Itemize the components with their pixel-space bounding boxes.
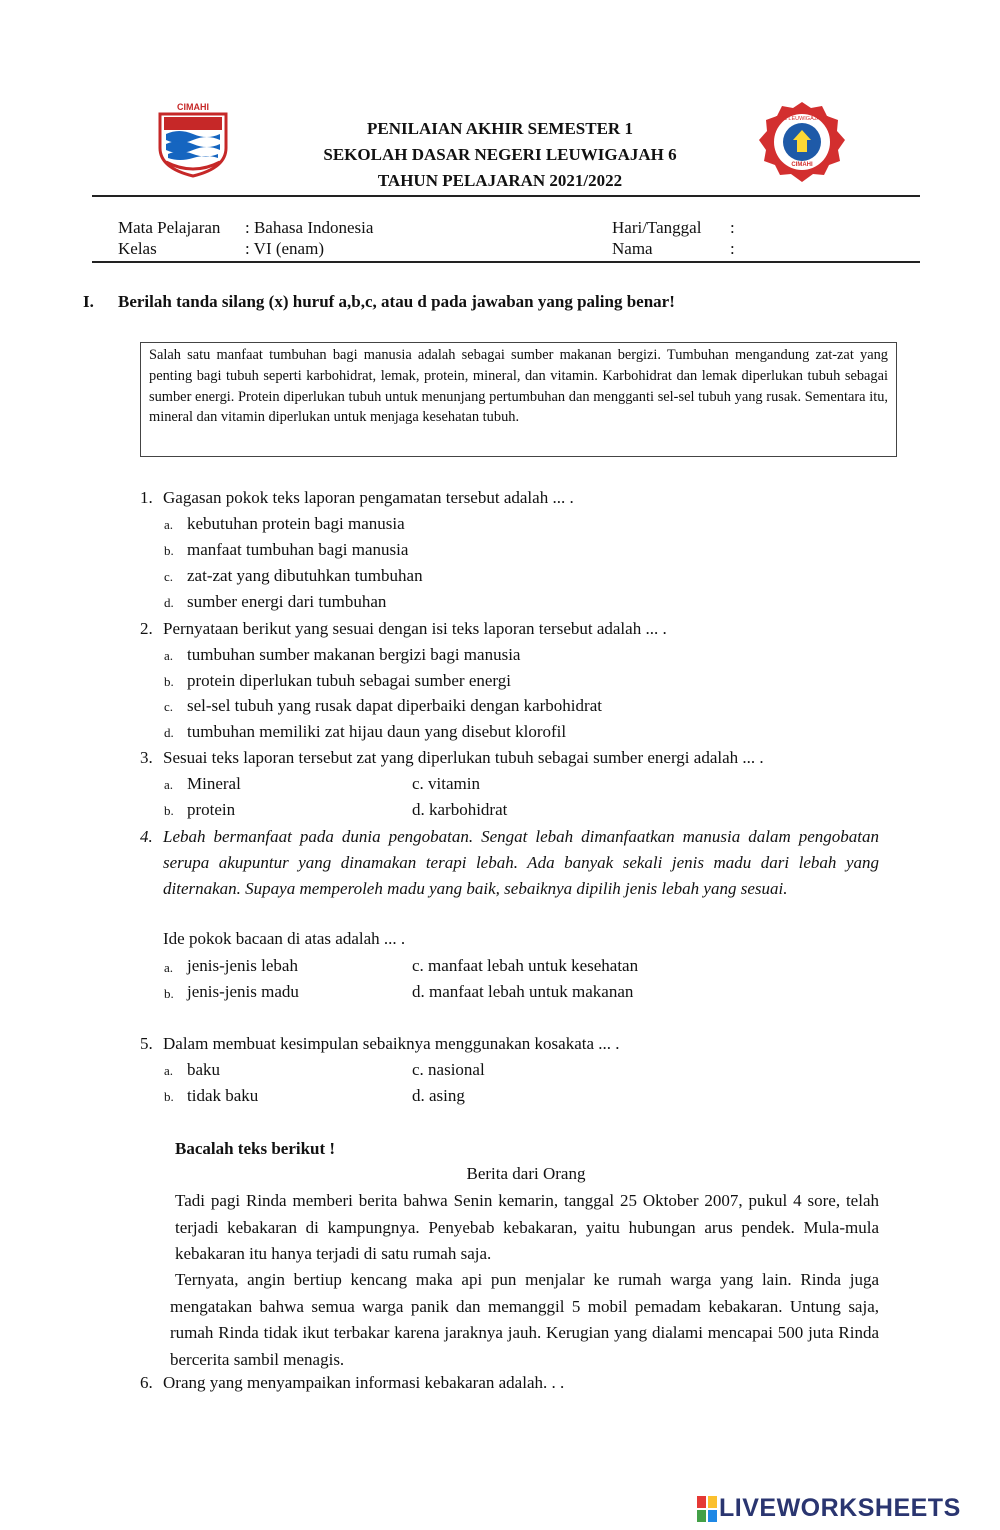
question-3-text: Sesuai teks laporan tersebut zat yang diperlukan tubuh sebagai sumber energi adalah ... .	[163, 748, 764, 767]
option-text[interactable]: d. asing	[412, 1086, 465, 1105]
question-6-text: Orang yang menyampaikan informasi kebakaran adalah. . .	[163, 1373, 565, 1392]
option-text[interactable]: baku	[187, 1060, 221, 1079]
question-2-text: Pernyataan berikut yang sesuai dengan isi teks laporan tersebut adalah ... .	[163, 619, 667, 638]
header-rule	[92, 195, 920, 197]
section-number: I.	[83, 292, 94, 311]
option-text[interactable]: sel-sel tubuh yang rusak dapat diperbaiki dengan karbohidrat	[187, 696, 602, 715]
option-letter: a.	[164, 648, 174, 663]
question-5-text: Dalam membuat kesimpulan sebaiknya menggunakan kosakata ... .	[163, 1034, 620, 1053]
day-label: Hari/Tanggal	[612, 218, 702, 237]
liveworksheets-icon	[697, 1496, 717, 1522]
option-letter: a.	[164, 960, 174, 975]
option-letter: c.	[164, 699, 174, 714]
name-colon: :	[730, 239, 735, 258]
option-letter: d.	[164, 595, 174, 610]
option-letter: b.	[164, 986, 174, 1001]
logo-school-ring: SDN LEUWIGAJAH 6	[775, 116, 829, 122]
option-letter: b.	[164, 803, 174, 818]
subject-label: Mata Pelajaran	[118, 218, 221, 237]
option-letter: c.	[164, 569, 174, 584]
question-4-prompt: Ide pokok bacaan di atas adalah ... .	[163, 929, 406, 948]
section-instruction: Berilah tanda silang (x) huruf a,b,c, atau d pada jawaban yang paling benar!	[118, 292, 675, 311]
option-text[interactable]: tidak baku	[187, 1086, 259, 1105]
option-letter: b.	[164, 1089, 174, 1104]
class-label: Kelas	[118, 239, 157, 258]
question-4-number: 4.	[140, 827, 153, 846]
option-text[interactable]: protein	[187, 800, 236, 819]
logo-cimahi-text: CIMAHI	[177, 102, 209, 112]
day-colon: :	[730, 218, 735, 237]
liveworksheets-text: LIVEWORKSHEETS	[719, 1494, 961, 1522]
question-4-text: Lebah bermanfaat pada dunia pengobatan. Sengat lebah dimanfaatkan manusia dalam pengobatan serupa akupuntur yang dinamakan terapi lebah. Ada banyak sekali jenis madu dari lebah yang diternakan. Supaya memperoleh madu yang baik, sebaiknya dipilih jenis lebah yang sesuai.	[163, 827, 879, 898]
class-value: : VI (enam)	[245, 239, 324, 258]
reading-paragraph-1: Tadi pagi Rinda memberi berita bahwa Senin kemarin, tanggal 25 Oktober 2007, pukul 4 sore, telah terjadi kebakaran di kampungnya. Penyebab kebakaran, yaitu hubungan arus pendek. Mula-mula kebakaran itu hanya terjadi di satu rumah saja.	[175, 1191, 879, 1263]
question-1-number: 1.	[140, 488, 153, 507]
option-text[interactable]: protein diperlukan tubuh sebagai sumber energi	[187, 671, 512, 690]
info-rule	[92, 261, 920, 263]
question-6-number: 6.	[140, 1373, 153, 1392]
option-text[interactable]: manfaat tumbuhan bagi manusia	[187, 540, 409, 559]
liveworksheets-logo[interactable]	[697, 1494, 995, 1524]
option-text[interactable]: tumbuhan sumber makanan bergizi bagi manusia	[187, 645, 521, 664]
logo-cimahi	[152, 100, 234, 178]
option-text[interactable]: Mineral	[187, 774, 241, 793]
passage-text: Salah satu manfaat tumbuhan bagi manusia adalah sebagai sumber makanan bergizi. Tumbuhan mengandung zat-zat yang penting bagi tubuh seperti karbohidrat, lemak, protein, mineral, dan vitamin. Karbohidrat dan lemak diperlukan tubuh sebagai sumber energi. Protein diperlukan tubuh untuk menunjang pertumbuhan dan mengganti sel-sel tubuh yang rusak. Sementara itu, mineral dan vitamin diperlukan untuk menjaga kesehatan tubuh.	[149, 347, 888, 426]
option-text[interactable]: c. vitamin	[412, 774, 480, 793]
reading-paragraph-2: Ternyata, angin bertiup kencang maka api pun menjalar ke rumah warga yang lain. Rinda juga mengatakan bahwa semua warga panik dan memanggil 5 mobil pemadam kebakaran. Untung saja, rumah Rinda tidak ikut terbakar karena jaraknya jauh. Kerugian yang dialami mencapai 500 juta Rinda bercerita sambil menagis.	[170, 1270, 879, 1369]
option-text[interactable]: d. manfaat lebah untuk makanan	[412, 982, 634, 1001]
header-line1: PENILAIAN AKHIR SEMESTER 1	[367, 119, 633, 138]
option-letter: b.	[164, 543, 174, 558]
logo-school	[755, 100, 850, 185]
option-text[interactable]: c. manfaat lebah untuk kesehatan	[412, 956, 639, 975]
option-text[interactable]: sumber energi dari tumbuhan	[187, 592, 387, 611]
passage-box	[140, 342, 897, 457]
option-text[interactable]: tumbuhan memiliki zat hijau daun yang disebut klorofil	[187, 722, 567, 741]
name-label: Nama	[612, 239, 653, 258]
question-5-number: 5.	[140, 1034, 153, 1053]
header-line3: TAHUN PELAJARAN 2021/2022	[377, 171, 623, 190]
option-letter: a.	[164, 517, 174, 532]
option-text[interactable]: jenis-jenis madu	[187, 982, 299, 1001]
subject-value: : Bahasa Indonesia	[245, 218, 374, 237]
option-text[interactable]: d. karbohidrat	[412, 800, 508, 819]
reading-title: Berita dari Orang	[466, 1164, 586, 1183]
option-text[interactable]: jenis-jenis lebah	[187, 956, 298, 975]
question-3-number: 3.	[140, 748, 153, 767]
option-text[interactable]: kebutuhan protein bagi manusia	[187, 514, 405, 533]
question-1-text: Gagasan pokok teks laporan pengamatan tersebut adalah ... .	[163, 488, 574, 507]
header-line2: SEKOLAH DASAR NEGERI LEUWIGAJAH 6	[323, 145, 677, 164]
option-letter: a.	[164, 1063, 174, 1078]
option-text[interactable]: c. nasional	[412, 1060, 485, 1079]
logo-school-text: CIMAHI	[791, 162, 813, 168]
question-2-number: 2.	[140, 619, 153, 638]
option-text[interactable]: zat-zat yang dibutuhkan tumbuhan	[187, 566, 423, 585]
option-letter: d.	[164, 725, 174, 740]
reading-instruction: Bacalah teks berikut !	[175, 1139, 336, 1158]
option-letter: a.	[164, 777, 174, 792]
option-letter: b.	[164, 674, 174, 689]
